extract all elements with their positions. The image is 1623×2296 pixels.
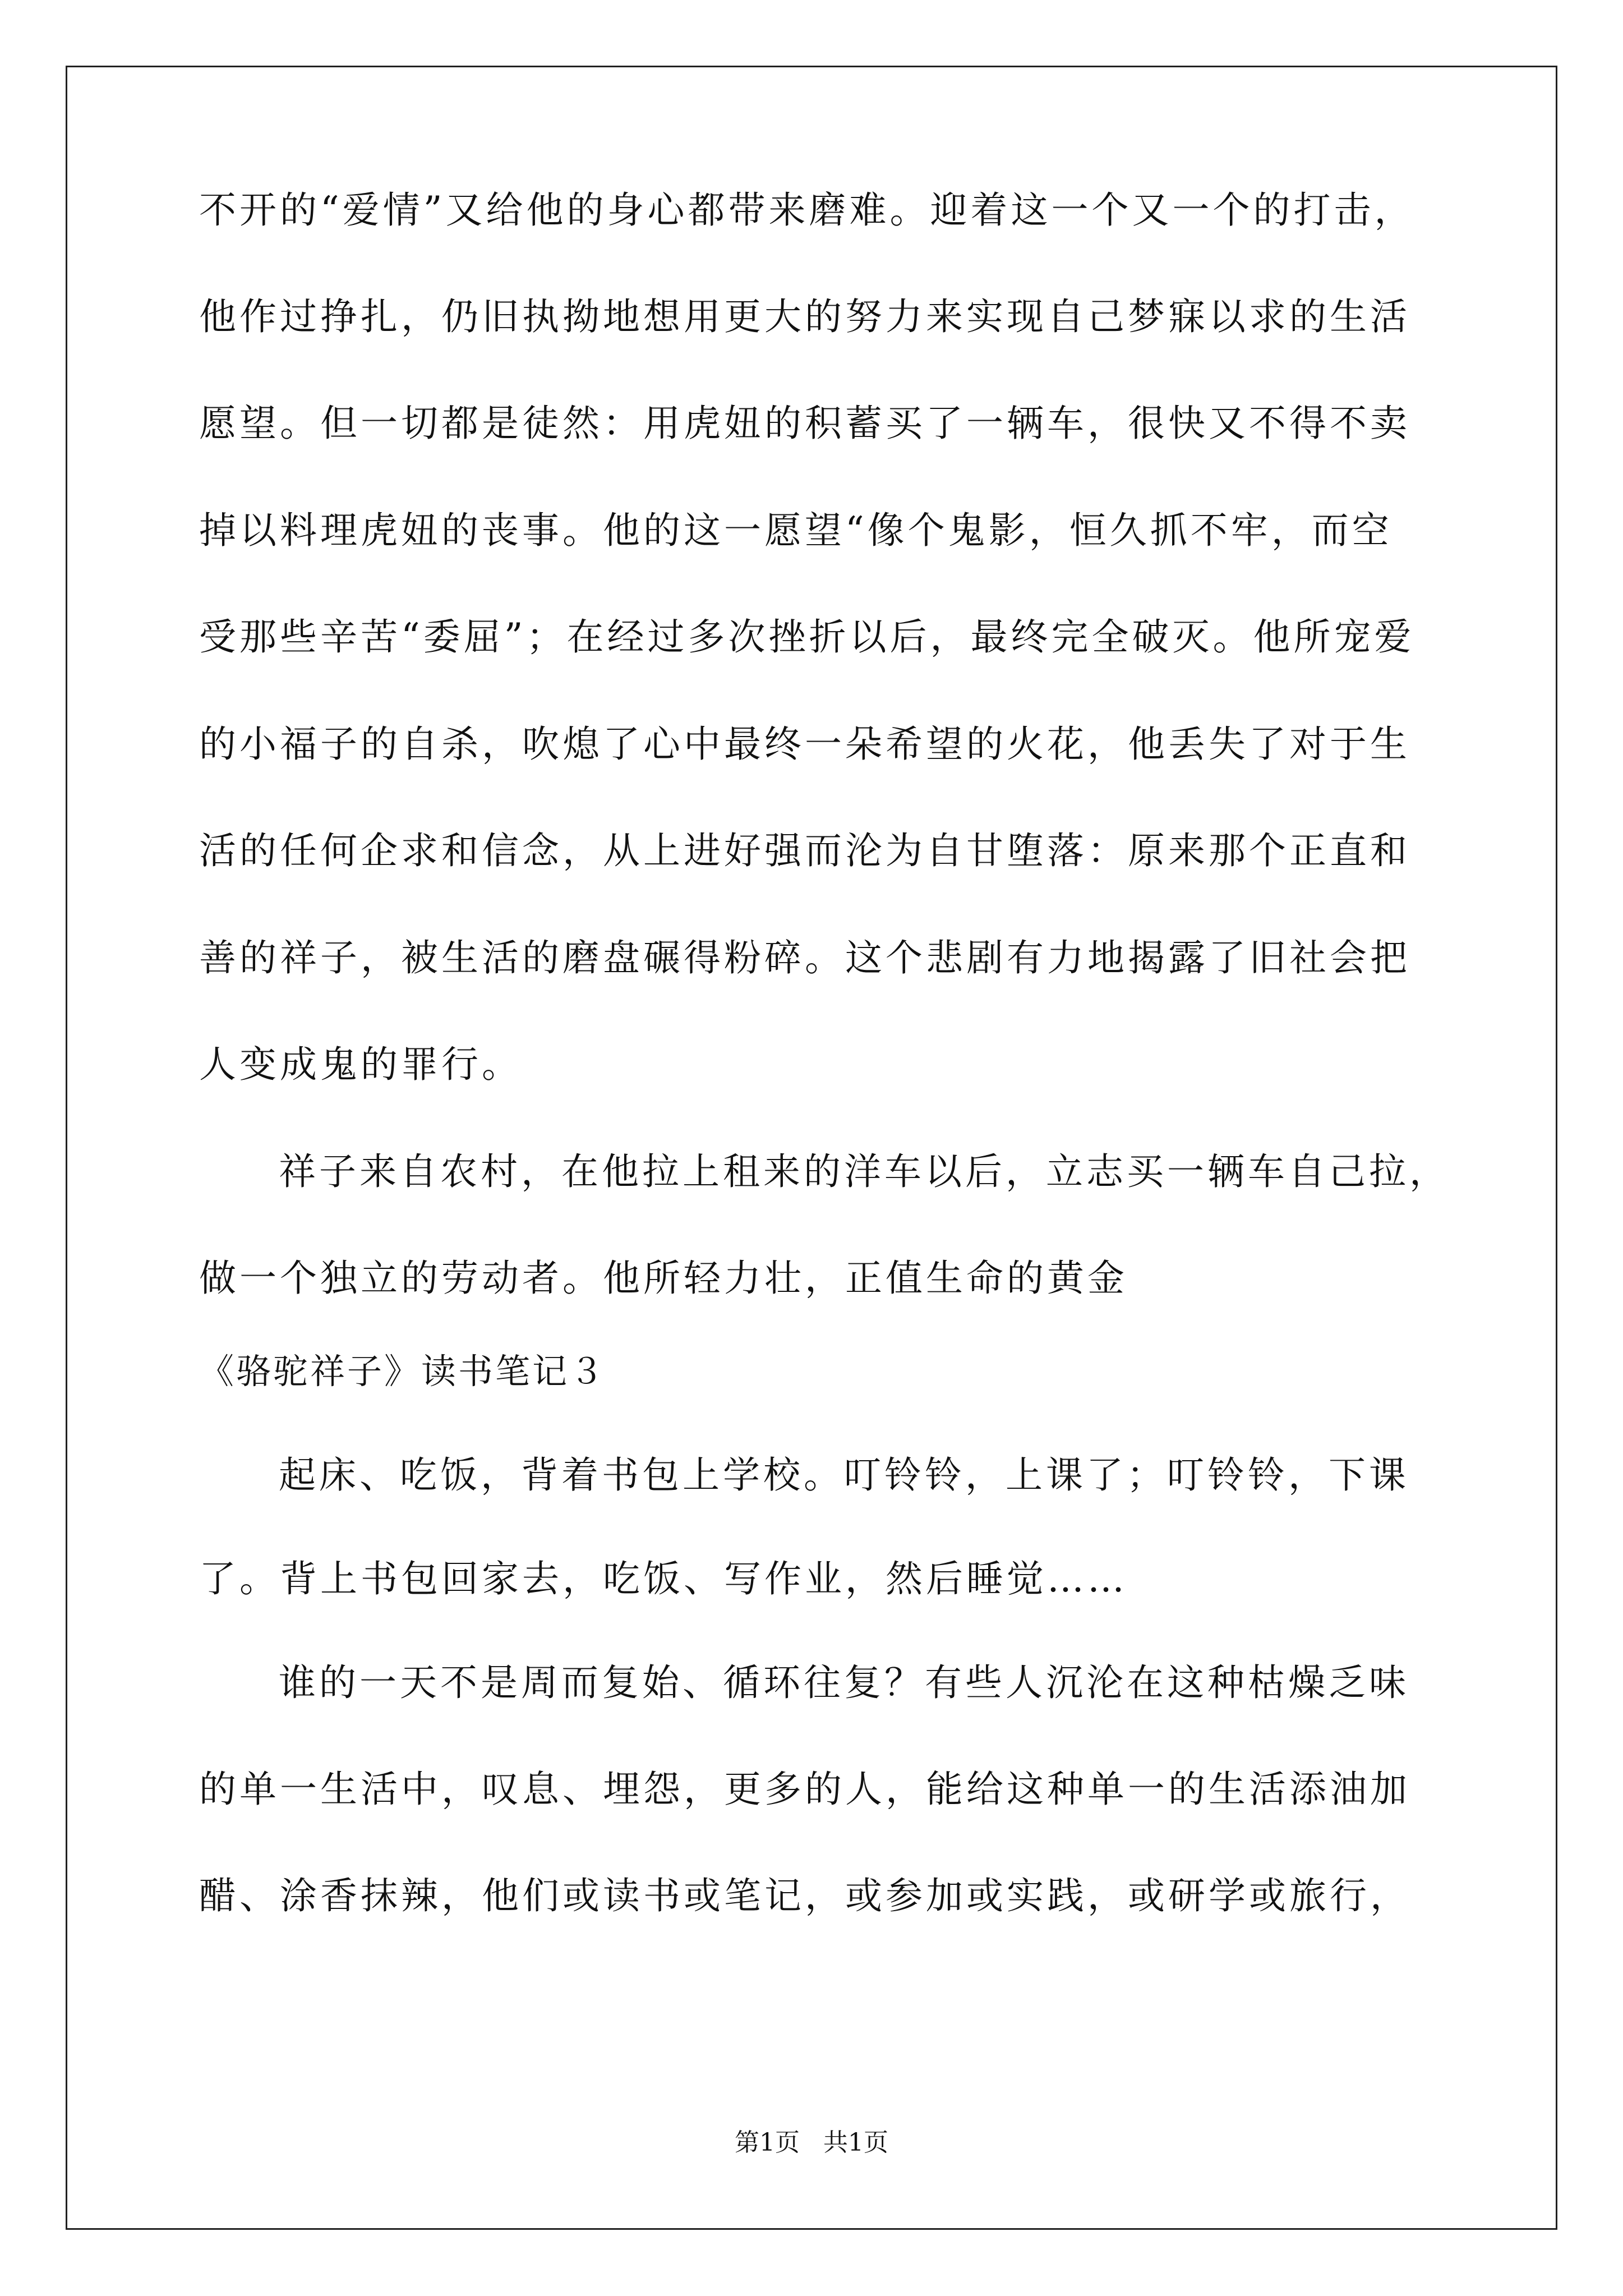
paragraph-first-line: 谁的一天不是周而复始、循环往复？有些人沉沦在这种枯燥乏味	[279, 1661, 1409, 1704]
paragraph-first-line: 起床、吃饭，背着书包上学校。叮铃铃，上课了；叮铃铃，下课	[279, 1453, 1409, 1497]
text-line: 人变成鬼的罪行。	[199, 1043, 522, 1086]
text-line: 活的任何企求和信念，从上进好强而沦为自甘堕落：原来那个正直和	[199, 829, 1410, 872]
text-line: 了。背上书包回家去，吃饭、写作业，然后睡觉……	[199, 1557, 1128, 1600]
text-line: 他作过挣扎，仍旧执拗地想用更大的努力来实现自己梦寐以求的生活	[199, 295, 1410, 338]
text-line: 不开的“爱情”又给他的身心都带来磨难。迎着这一个又一个的打击，	[199, 188, 1415, 232]
section-heading: 《骆驼祥子》读书笔记３	[199, 1351, 607, 1392]
text-line: 善的祥子，被生活的磨盘碾得粉碎。这个悲剧有力地揭露了旧社会把	[199, 936, 1410, 979]
text-line: 掉以料理虎妞的丧事。他的这一愿望“像个鬼影，恒久抓不牢，而空	[199, 509, 1393, 552]
text-line: 做一个独立的劳动者。他所轻力壮，正值生命的黄金	[199, 1257, 1128, 1300]
text-line: 醋、涂香抹辣，他们或读书或笔记，或参加或实践，或研学或旅行，	[199, 1874, 1410, 1917]
text-line: 愿望。但一切都是徒然：用虎妞的积蓄买了一辆车，很快又不得不卖	[199, 402, 1410, 445]
paragraph-first-line: 祥子来自农村，在他拉上租来的洋车以后，立志买一辆车自己拉，	[279, 1150, 1450, 1193]
text-line: 受那些辛苦“委屈”；在经过多次挫折以后，最终完全破灭。他所宠爱	[199, 615, 1415, 659]
text-line: 的小福子的自杀，吹熄了心中最终一朵希望的火花，他丢失了对于生	[199, 723, 1410, 766]
text-line: 的单一生活中，叹息、埋怨，更多的人，能给这种单一的生活添油加	[199, 1768, 1410, 1811]
page-footer: 第1页 共1页	[735, 2128, 888, 2157]
